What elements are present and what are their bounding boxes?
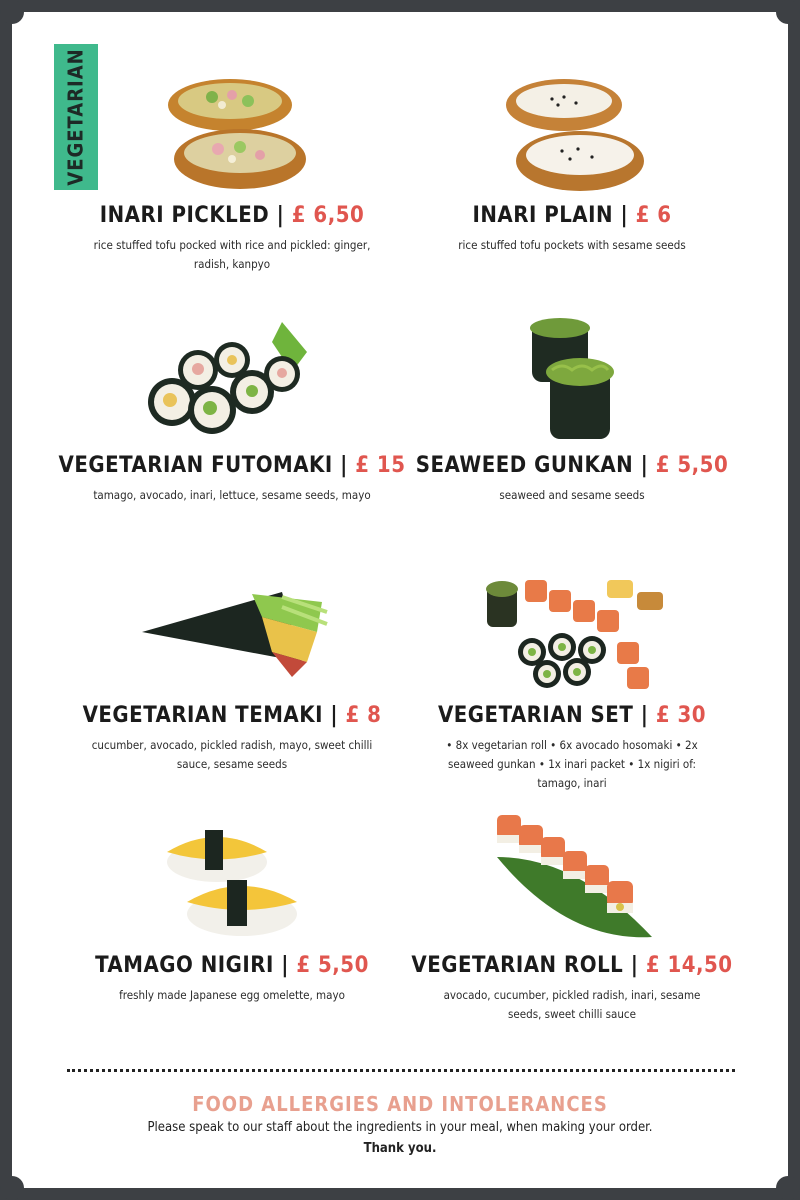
item-name: TAMAGO NIGIRI <box>95 953 274 978</box>
item-description: • 8x vegetarian roll • 6x avocado hosomaki • 2x seaweed gunkan • 1x inari packet • 1x nigiri of: tamago, inari <box>446 738 698 790</box>
item-price: £ 15 <box>355 453 406 478</box>
item-name: SEAWEED GUNKAN <box>415 453 634 478</box>
section-badge-label: VEGETARIAN <box>64 48 88 186</box>
item-title <box>47 453 417 478</box>
item-name: INARI PLAIN <box>472 203 614 228</box>
price-separator: | <box>620 203 629 228</box>
price-separator: | <box>330 703 339 728</box>
menu-item <box>47 572 417 774</box>
item-description: rice stuffed tofu pocked with rice and pickled: ginger, radish, kanpyo <box>93 238 371 271</box>
item-price: £ 6 <box>635 203 672 228</box>
item-name: VEGETARIAN ROLL <box>411 953 624 978</box>
item-description: tamago, avocado, inari, lettuce, sesame seeds, mayo <box>93 488 371 502</box>
item-name: VEGETARIAN FUTOMAKI <box>58 453 333 478</box>
item-name: INARI PICKLED <box>99 203 270 228</box>
allergy-notice <box>12 1092 788 1156</box>
allergy-thanks: Thank you. <box>363 1141 437 1156</box>
menu-item <box>47 67 417 274</box>
price-separator: | <box>340 453 348 478</box>
menu-item <box>387 312 757 505</box>
dotted-divider <box>67 1069 735 1072</box>
corner-notch <box>0 0 24 24</box>
item-description: cucumber, avocado, pickled radish, mayo, sweet chilli sauce, sesame seeds <box>91 738 373 771</box>
item-name: VEGETARIAN TEMAKI <box>82 703 323 728</box>
menu-item <box>387 572 757 793</box>
price-separator: | <box>630 953 639 978</box>
item-price: £ 30 <box>655 703 707 728</box>
item-title <box>47 953 417 978</box>
menu-page <box>12 12 788 1188</box>
item-price: £ 6,50 <box>291 203 365 228</box>
item-title <box>387 453 757 478</box>
seaweed-gunkan-image <box>512 312 632 447</box>
corner-notch <box>0 1176 24 1200</box>
price-separator: | <box>276 203 285 228</box>
item-description: avocado, cucumber, pickled radish, inari, sesame seeds, sweet chilli sauce <box>443 988 701 1021</box>
price-separator: | <box>281 953 289 978</box>
item-name: VEGETARIAN SET <box>437 703 634 728</box>
inari-plain-image <box>492 67 652 197</box>
item-title <box>47 203 417 228</box>
item-description: freshly made Japanese egg omelette, mayo <box>119 988 345 1002</box>
item-price: £ 14,50 <box>645 953 733 978</box>
item-price: £ 8 <box>345 703 382 728</box>
price-separator: | <box>640 703 649 728</box>
price-separator: | <box>640 453 649 478</box>
corner-notch <box>776 0 800 24</box>
inari-pickled-image <box>152 67 312 197</box>
menu-item <box>387 67 757 255</box>
menu-item <box>47 312 417 505</box>
item-description: rice stuffed tofu pockets with sesame seeds <box>458 238 686 252</box>
allergy-heading: FOOD ALLERGIES AND INTOLERANCES <box>192 1092 608 1116</box>
vegetarian-roll-image <box>477 807 667 947</box>
allergy-text: Please speak to our staff about the ingredients in your meal, when making your order. <box>147 1120 653 1135</box>
menu-item <box>47 822 417 1005</box>
item-title <box>47 703 417 728</box>
item-title <box>387 953 757 978</box>
menu-item <box>387 807 757 1024</box>
item-title <box>387 203 757 228</box>
item-price: £ 5,50 <box>296 953 369 978</box>
corner-notch <box>776 1176 800 1200</box>
temaki-image <box>132 572 332 697</box>
tamago-nigiri-image <box>157 822 307 947</box>
item-price: £ 5,50 <box>655 453 729 478</box>
vegetarian-set-image <box>477 572 667 697</box>
item-description: seaweed and sesame seeds <box>499 488 645 502</box>
futomaki-image <box>132 312 332 447</box>
item-title <box>387 703 757 728</box>
